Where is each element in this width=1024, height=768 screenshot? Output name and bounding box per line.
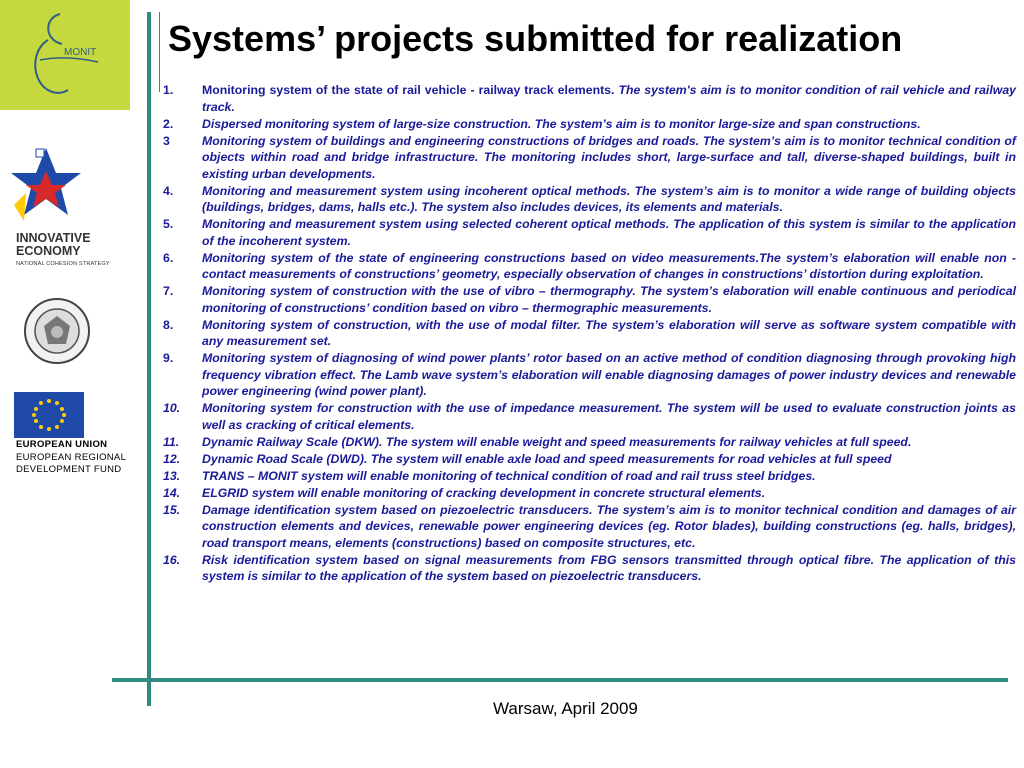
list-item	[163, 216, 1016, 249]
item-text: Dynamic Railway Scale (DKW). The system will enable weight and speed measurements for railway vehicles at full speed.	[202, 434, 912, 449]
item-number: 5.	[163, 217, 174, 231]
project-list	[163, 82, 1016, 585]
eu-line-2: EUROPEAN REGIONAL	[16, 451, 127, 463]
list-item	[163, 82, 1016, 115]
list-item	[163, 317, 1016, 350]
item-number: 15.	[163, 502, 181, 517]
eu-line-3: DEVELOPMENT FUND	[16, 464, 122, 475]
monit-logo-panel	[0, 0, 130, 110]
page-title: Systems’ projects submitted for realization	[168, 18, 903, 59]
item-text: The system's aim is to monitor condition of rail vehicle and railway track.	[202, 83, 1016, 114]
item-number: 6.	[163, 250, 174, 265]
item-number: 9.	[163, 351, 174, 365]
vertical-rule	[147, 12, 151, 706]
list-item	[163, 502, 1016, 552]
item-number: 10.	[163, 401, 181, 415]
item-text: Damage identification system based on piezoelectric transducers. The system’s aim is to monitor technical condition and damages of air construction elements and devices, renewable power engineering devices (eg. Rotor blades), building constructions (eg. halls, bridges), road transport means, elements (constructions) based on composite structures, etc.	[202, 502, 1016, 550]
innovative-title-2: ECONOMY	[16, 244, 81, 258]
list-item	[163, 350, 1016, 400]
item-text: Monitoring system of construction, with the use of modal filter. The system’s elaboration will serve as software system compatible with any measurement set.	[202, 317, 1016, 348]
list-item	[163, 434, 1016, 451]
innovative-economy-text	[16, 232, 110, 271]
item-text: TRANS – MONIT system will enable monitoring of technical condition of road and rail truss steel bridges.	[202, 468, 816, 483]
item-number: 8.	[163, 317, 174, 332]
university-seal-icon	[22, 296, 92, 366]
list-item	[163, 250, 1016, 283]
item-number: 4.	[163, 183, 174, 198]
item-number: 14.	[163, 485, 181, 500]
item-number: 16.	[163, 552, 181, 567]
item-number: 11.	[163, 434, 180, 449]
item-number: 3	[163, 133, 170, 148]
item-text: Monitoring system of buildings and engineering constructions of bridges and roads. The system’s aim is to monitor technical condition of objects within road and bridge infrastructure. The monitoring includes short, large-surface and tall, diverse-shaped buildings, built in existing urban developments.	[202, 133, 1016, 181]
item-text: Monitoring and measurement system using selected coherent optical methods. The application of this system is similar to the application of the incoherent system.	[202, 217, 1016, 248]
list-item	[163, 133, 1016, 183]
horizontal-rule	[112, 678, 1008, 682]
vertical-rule-thin	[159, 12, 160, 92]
item-number: 13.	[163, 468, 181, 483]
item-lead: Monitoring system of the state of rail vehicle - railway track elements.	[202, 83, 619, 97]
logo-text: MONIT	[64, 47, 97, 58]
item-text: Risk identification system based on signal measurements from FBG sensors transmitted through optical fibre. The application of this system is similar to the application of the system based on piezoelectric transducers.	[202, 552, 1016, 583]
eu-line-1: EUROPEAN UNION	[16, 439, 108, 450]
item-text: Monitoring and measurement system using incoherent optical methods. The system’s aim is to monitor a wide range of building objects (buildings, bridges, dams, halls etc.). The system also includes devices, its elements and materials.	[202, 183, 1016, 214]
list-item	[163, 468, 1016, 485]
list-item	[163, 552, 1016, 585]
item-text: Monitoring system of construction with the use of vibro – thermography. The system’s elaboration will enable continuous and periodical monitoring of constructions’ condition based on vibro – thermographic measurements.	[202, 284, 1016, 315]
list-item	[163, 283, 1016, 316]
item-number: 12.	[163, 451, 181, 466]
item-number: 7.	[163, 284, 174, 298]
list-item	[163, 116, 1016, 133]
footer-date: Warsaw, April 2009	[493, 699, 638, 718]
innovative-title-1: INNOVATIVE	[16, 231, 91, 245]
monit-logo-icon	[0, 0, 130, 110]
list-item	[163, 183, 1016, 216]
list-item	[163, 451, 1016, 468]
list-item	[163, 400, 1016, 433]
item-text: Monitoring system for construction with the use of impedance measurement. The system will be used to evaluate construction joints as well as cracking of critical elements.	[202, 401, 1016, 432]
innovative-subtitle: NATIONAL COHESION STRATEGY	[16, 261, 110, 267]
item-text: Monitoring system of the state of engineering constructions based on video measurements.The system’s elaboration will enable non - contact measurements of constructions’ geometry, especially observation of changes in constructions’ distortion during exploitation.	[202, 250, 1016, 281]
list-item	[163, 485, 1016, 502]
innovative-economy-logo-icon	[6, 143, 86, 228]
item-text: Dispersed monitoring system of large-size construction. The system’s aim is to monitor large-size and span constructions.	[202, 116, 921, 131]
item-number: 2.	[163, 116, 174, 131]
eu-flag-icon	[14, 392, 84, 438]
item-text: ELGRID system will enable monitoring of cracking development in concrete structural elements.	[202, 485, 766, 500]
item-text: Monitoring system of diagnosing of wind power plants’ rotor based on an active method of condition diagnosing through provoking high frequency vibration effect. The Lamb wave system’s elaboration will enable diagnosing damages of power industry devices and renewable power engineering (wind power plant).	[202, 351, 1016, 398]
item-text: Dynamic Road Scale (DWD). The system will enable axle load and speed measurements for road vehicles at full speed	[202, 451, 892, 466]
item-number: 1.	[163, 83, 174, 97]
eu-fund-text	[16, 439, 126, 477]
